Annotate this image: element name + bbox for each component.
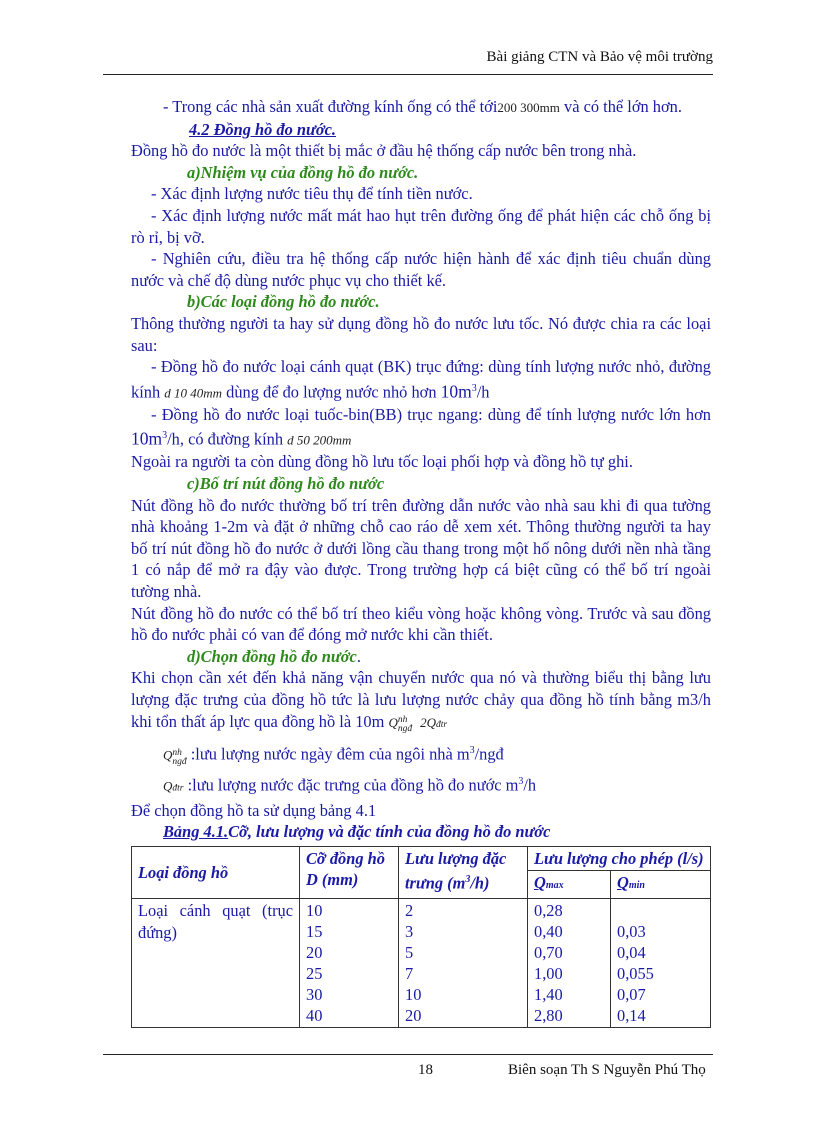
- flow-cell: [399, 899, 528, 1028]
- a-item-1: - Xác định lượng nước tiêu thụ để tính tiền nước.: [151, 184, 473, 204]
- d-tail: Để chọn đồng hồ ta sử dụng bảng 4.1: [131, 800, 377, 820]
- size-value: 10: [306, 901, 323, 921]
- size-value: 40: [306, 1006, 323, 1026]
- b-tail: Ngoài ra người ta còn dùng đồng hồ lưu tốc loại phối hợp và đồng hồ tự ghi.: [131, 452, 633, 472]
- meter-spec-table: [131, 846, 711, 1028]
- b-item-2: - Đồng hồ đo nước loại tuốc-bin(BB) trục ngang: dùng để tính lượng nước lớn hơn $10m^3/h$, có đường kính d 50 200mm: [131, 404, 711, 449]
- table-caption: Bảng 4.1.Cỡ, lưu lượng và đặc tính của đồng hồ đo nước: [163, 822, 551, 842]
- header-title: Bài giảng CTN và Bảo vệ môi trường: [486, 49, 713, 65]
- type-cell: Loại cánh quạt (trục đứng): [132, 899, 300, 1028]
- qmax-cell: [528, 899, 611, 1028]
- page-content: [131, 96, 711, 1028]
- a-item-2: - Xác định lượng nước mất mát hao hụt trên đường ống để phát hiện các chỗ ống bị rò rỉ, bị vỡ.: [131, 205, 711, 247]
- qmin-value: 0,03: [617, 922, 646, 942]
- qmax-value: 2,80: [534, 1006, 563, 1026]
- col-qmax-header: Qmax: [528, 871, 611, 899]
- heading-a: a)Nhiệm vụ của đồng hồ đo nước.: [187, 162, 419, 182]
- section-intro: Đồng hồ đo nước là một thiết bị mắc ở đầu hệ thống cấp nước bên trong nhà.: [131, 141, 637, 161]
- definition-qngd: Q nh ngđ :lưu lượng nước ngày đêm của ngôi nhà $m^3$/ngđ: [163, 744, 504, 767]
- flow-value: 2: [405, 901, 414, 921]
- d-paragraph: Khi chọn cần xét đến khả năng vận chuyển nước qua nó và thường biểu thị bằng lưu lượng đặc trưng của đồng hồ tức là lưu lượng nước chảy qua đồng hồ tính bằng m3/h khi tổn thất áp lực qua đồng hồ là 10m Q nh ngđ 2Qđtr: [131, 668, 711, 734]
- col-allow-header: Lưu lượng cho phép (l/s): [528, 846, 711, 871]
- flow-value: 20: [405, 1006, 422, 1026]
- footer-rule: [103, 1054, 713, 1055]
- flow-value: 3: [405, 922, 414, 942]
- b-intro: Thông thường người ta hay sử dụng đồng hồ đo nước lưu tốc. Nó được chia ra các loại sau:: [131, 313, 711, 355]
- size-value: 30: [306, 985, 323, 1005]
- table-row: [132, 899, 711, 1028]
- page-number: 18: [418, 1062, 433, 1078]
- flow-value: 5: [405, 943, 414, 963]
- flow-value: 7: [405, 964, 414, 984]
- b-item-1: - Đồng hồ đo nước loại cánh quạt (BK) trục đứng: dùng tính lượng nước nhỏ, đường kính d 10 40mm dùng để đo lượng nước nhỏ hơn $10m^3/h$: [131, 357, 711, 402]
- heading-c: c)Bố trí nút đồng hồ đo nước: [187, 474, 385, 494]
- a-item-3: - Nghiên cứu, điều tra hệ thống cấp nước hiện hành để xác định tiêu chuẩn dùng nước và chế độ dùng nước phục vụ cho thiết kế.: [131, 249, 711, 290]
- qmax-value: 0,40: [534, 922, 563, 942]
- size-cell: [300, 899, 399, 1028]
- col-flow-header: Lưu lượng đặc trưng $(m^3/h)$: [399, 846, 528, 898]
- qmax-value: 1,00: [534, 964, 563, 984]
- header-rule: [103, 74, 713, 75]
- flow-value: 10: [405, 985, 422, 1005]
- table-header-row: [132, 846, 711, 871]
- qmin-value: 0,04: [617, 943, 646, 963]
- section-4-2-heading: 4.2 Đồng hồ đo nước.: [189, 119, 337, 139]
- definition-qdtr: Qđtr :lưu lượng nước đặc trưng của đồng hồ đo nước $m^3/h$: [163, 775, 537, 795]
- c-paragraph-1: Nút đồng hồ đo nước thường bố trí trên đường dẫn nước vào nhà sau khi đi qua tường nhà khoảng 1-2m và đặt ở những chỗ cao ráo dễ xem xét. Thông thường người ta hay bố trí nút đồng hồ đo nước ở dưới lồng cầu thang trong một hố nông dưới nền nhà tầng 1 có nắp để mở ra đậy vào được. Trong trường hợp cá biệt cũng có thể bố trí ngoài tường nhà.: [131, 495, 711, 601]
- qmin-value: 0,055: [617, 964, 654, 984]
- heading-b: b)Các loại đồng hồ đo nước.: [187, 292, 380, 312]
- qmax-value: 1,40: [534, 985, 563, 1005]
- qmin-value: 0,14: [617, 1006, 646, 1026]
- col-type-header: Loại đồng hồ: [132, 846, 300, 898]
- size-value: 20: [306, 943, 323, 963]
- qmin-value: 0,07: [617, 985, 646, 1005]
- pipe-diameter-note: - Trong các nhà sản xuất đường kính ống có thể tới200 300mm và có thể lớn hơn.: [163, 97, 682, 116]
- col-qmin-header: Qmin: [611, 871, 711, 899]
- author-credit: Biên soạn Th S Nguyễn Phú Thọ: [508, 1062, 706, 1078]
- size-value: 15: [306, 922, 323, 942]
- qmin-cell: [611, 899, 711, 1028]
- qmax-value: 0,28: [534, 901, 563, 921]
- c-paragraph-2: Nút đồng hồ đo nước có thể bố trí theo kiểu vòng hoặc không vòng. Trước và sau đồng hồ đo nước phải có van để đóng mở nước khi cần thiết.: [131, 603, 711, 645]
- col-size-header: Cỡ đồng hồ D (mm): [300, 846, 399, 898]
- size-value: 25: [306, 964, 323, 984]
- qmin-value: [617, 900, 704, 921]
- heading-d: d)Chọn đồng hồ đo nước.: [187, 646, 361, 666]
- qmax-value: 0,70: [534, 943, 563, 963]
